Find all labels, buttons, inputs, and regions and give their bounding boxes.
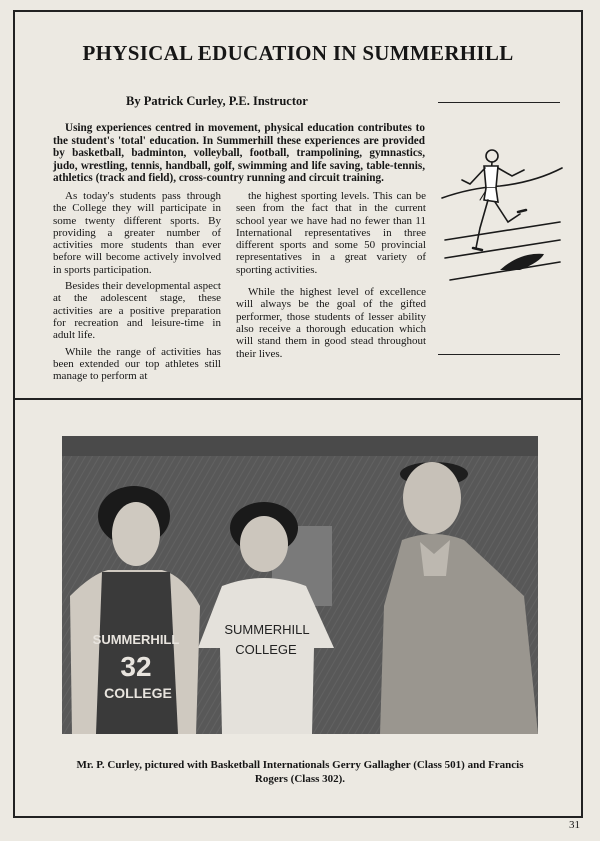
jersey-text-line2: COLLEGE — [104, 685, 172, 701]
body-column-right — [236, 190, 426, 364]
section-divider — [13, 398, 583, 400]
intro-paragraph: Using experiences centred in movement, physical education contributes to the student's 'total' education. In Summerhill these experiences are provided by basketball, badminton, volleyball, football, trampolining, gymnastics, judo, wrestling, tennis, handball, golf, swimming and life saving, table-tennis, athletics (track and field), cross-country running and circuit training. — [53, 122, 425, 185]
shirt-text-line2: COLLEGE — [235, 642, 297, 657]
body-paragraph: While the highest level of excellence will always be the goal of the gifted performer, those students of lesser ability also receive a thorough education which will stand them in good stead throughout their lives. — [236, 286, 426, 360]
side-rule-bottom — [438, 354, 560, 355]
shirt-text-line1: SUMMERHILL — [224, 622, 310, 637]
jersey-number: 32 — [120, 651, 152, 682]
page-title: PHYSICAL EDUCATION IN SUMMERHILL — [82, 41, 514, 65]
runner-illustration — [440, 140, 565, 295]
byline: By Patrick Curley, P.E. Instructor — [126, 94, 308, 108]
body-column-left — [53, 190, 221, 386]
runner-shadow — [500, 254, 544, 270]
page-number: 31 — [569, 819, 580, 831]
photo-caption: Mr. P. Curley, pictured with Basketball Internationals Gerry Gallagher (Class 501) and Francis Rogers (Class 302). — [76, 759, 524, 785]
body-paragraph: While the range of activities has been extended our top athletes still manage to perform at — [53, 345, 221, 383]
jersey-text-line1: SUMMERHILL — [92, 632, 180, 647]
body-paragraph: As today's students pass through the College they will participate in some twenty different sports. By providing a greater number of activities more students than ever before will become actively involved in sports participation. — [53, 190, 221, 276]
body-paragraph: Besides their developmental aspect at the adolescent stage, these activities are a positive preparation for recreation and leisure-time in adult life. — [53, 280, 221, 342]
side-rule-top — [438, 102, 560, 103]
body-paragraph: the highest sporting levels. This can be seen from the fact that in the current school year we have had no fewer than 11 International representatives in three different sports and some 50 provincial representatives in a great variety of sporting activities. — [236, 190, 426, 276]
team-photograph — [62, 436, 538, 734]
